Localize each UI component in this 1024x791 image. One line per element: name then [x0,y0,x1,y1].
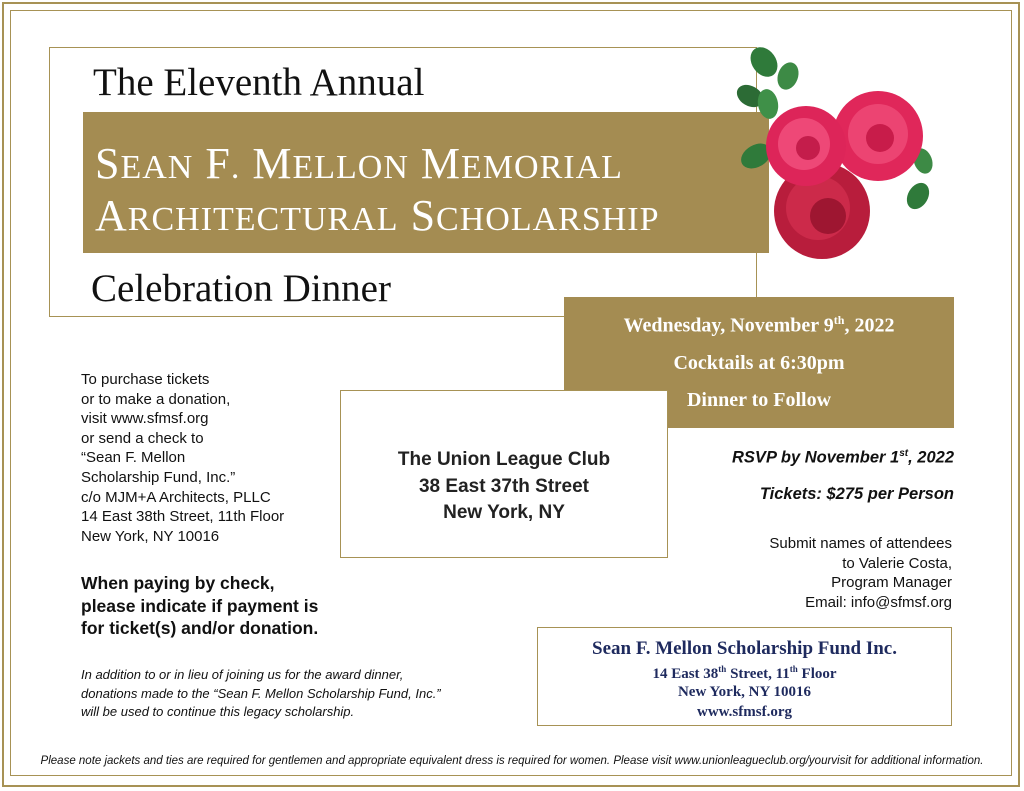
purchase-line: or to make a donation, [81,390,231,408]
fund-address-box [537,627,952,726]
purchase-info [81,370,284,546]
purchase-line: Scholarship Fund, Inc.” [81,468,236,486]
event-date: Wednesday, November 9th, 2022 [623,313,895,337]
purchase-line: New York, NY 10016 [81,527,220,545]
submit-line: Email: info@sfmsf.org [805,593,952,611]
fund-name: Sean F. Mellon Scholarship Fund Inc. [592,638,897,659]
check-note-line: for ticket(s) and/or donation. [81,618,319,639]
submit-line: Submit names of attendees [769,535,952,552]
submit-attendees [769,534,952,612]
venue-street: 38 East 37th Street [418,476,590,497]
event-cocktails: Cocktails at 6:30pm [673,352,845,374]
submit-line: to Valerie Costa, [842,554,952,572]
rsvp-deadline: RSVP by November 1st, 2022 [732,448,954,467]
check-note-line: When paying by check, [81,573,275,593]
purchase-line: To purchase tickets [81,371,210,388]
check-note-line: please indicate if payment is [81,595,319,616]
legacy-line: donations made to the “Sean F. Mellon Scholarship Fund, Inc.” [81,685,441,701]
title-line-1: SEAN F. MELLON MEMORIAL [95,139,623,188]
ticket-price: Tickets: $275 per Person [759,485,954,503]
purchase-line: visit www.sfmsf.org [81,410,209,428]
subtitle-annual: The Eleventh Annual [93,61,425,104]
event-dinner: Dinner to Follow [686,389,832,411]
venue-city: New York, NY [443,502,565,523]
legacy-note [81,666,441,722]
roses-illustration [728,36,948,276]
venue-box [340,390,668,558]
fund-city: New York, NY 10016 [677,684,812,700]
celebration-title: Celebration Dinner [91,267,391,310]
dress-code-footer: Please note jackets and ties are required for gentlemen and appropriate equivalent dress is required for women. Please visit www.unionleagueclub.org/yourvisit for additional information. [40,755,984,767]
title-line-2: ARCHITECTURAL SCHOLARSHIP [95,191,660,240]
legacy-line: will be used to continue this legacy scholarship. [81,704,355,719]
purchase-line: or send a check to [81,429,204,447]
fund-street: 14 East 38th Street, 11th Floor [652,664,837,682]
purchase-line: c/o MJM+A Architects, PLLC [81,488,271,506]
submit-line: Program Manager [831,574,952,592]
legacy-line: In addition to or in lieu of joining us for the award dinner, [81,667,404,682]
fund-website: www.sfmsf.org [697,704,792,720]
purchase-line: “Sean F. Mellon [81,449,186,467]
purchase-line: 14 East 38th Street, 11th Floor [81,508,285,526]
check-note [81,572,318,640]
venue-name: The Union League Club [397,449,611,470]
